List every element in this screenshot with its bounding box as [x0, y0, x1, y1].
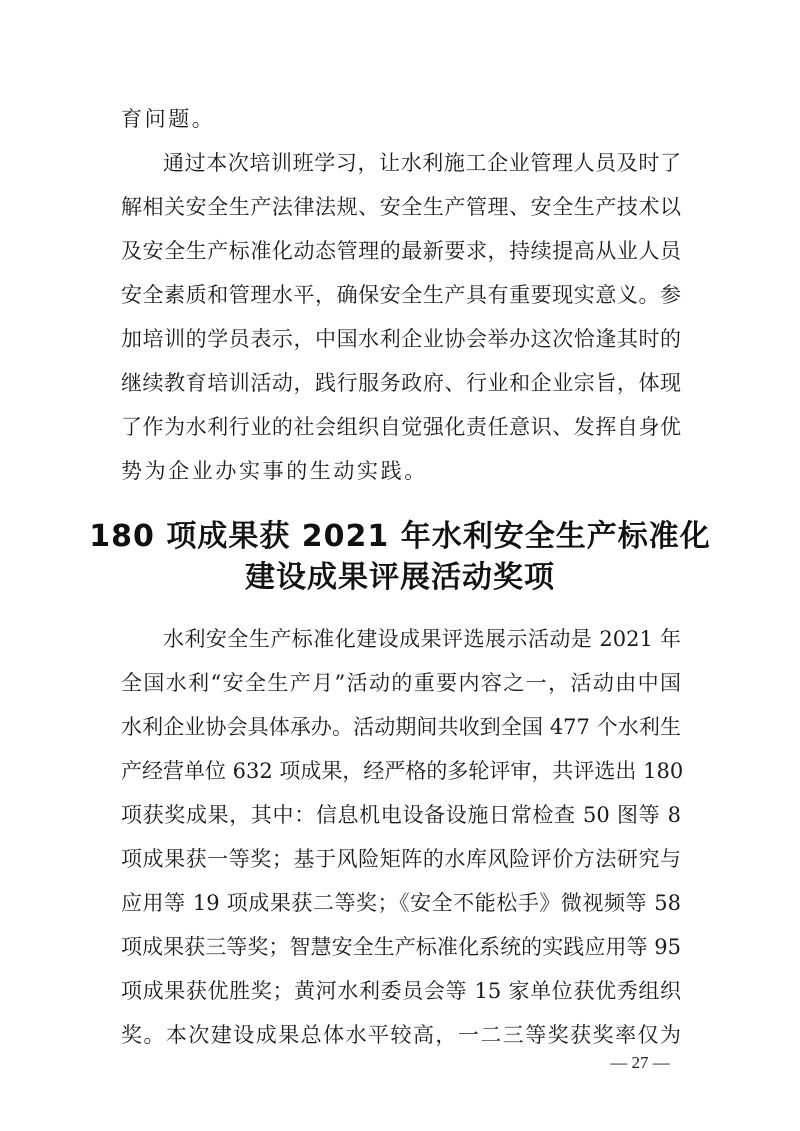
paragraph-line: 项成果获一等奖；基于风险矩阵的水库风险评价方法研究与: [121, 847, 681, 871]
paragraph-line: 产经营单位 632 项成果，经严格的多轮评审，共评选出 180: [121, 759, 684, 783]
paragraph-line: 奖。本次建设成果总体水平较高，一二三等奖获奖率仅为: [121, 1023, 681, 1047]
paragraph-line: 解相关安全生产法律法规、安全生产管理、安全生产技术以: [121, 195, 681, 219]
paragraph-line: 加培训的学员表示，中国水利企业协会举办这次恰逢其时的: [121, 327, 681, 351]
paragraph-line: 育问题。: [121, 107, 216, 131]
article-title: 180 项成果获 2021 年水利安全生产标准化: [89, 519, 711, 554]
paragraph-line: 水利企业协会具体承办。活动期间共收到全国 477 个水利生: [121, 715, 681, 739]
paragraph-line: 项成果获优胜奖；黄河水利委员会等 15 家单位获优秀组织: [121, 979, 681, 1003]
paragraph-line: 了作为水利行业的社会组织自觉强化责任意识、发挥自身优: [121, 415, 681, 439]
article-title: 建设成果评展活动奖项: [245, 560, 555, 595]
paragraph-line: 应用等 19 项成果获二等奖；《安全不能松手》微视频等 58: [121, 891, 681, 915]
paragraph-line: 全国水利“安全生产月”活动的重要内容之一，活动由中国: [121, 671, 681, 695]
paragraph-line: 及安全生产标准化动态管理的最新要求，持续提高从业人员: [121, 239, 681, 263]
paragraph-line: 安全素质和管理水平，确保安全生产具有重要现实意义。参: [121, 283, 681, 307]
paragraph-line: 项获奖成果，其中：信息机电设备设施日常检查 50 图等 8: [121, 803, 681, 827]
page-number: — 27 —: [610, 1053, 670, 1072]
paragraph-line: 继续教育培训活动，践行服务政府、行业和企业宗旨，体现: [121, 371, 681, 395]
paragraph-line: 项成果获三等奖；智慧安全生产标准化系统的实践应用等 95: [121, 935, 681, 959]
paragraph-line: 通过本次培训班学习，让水利施工企业管理人员及时了: [163, 151, 681, 175]
paragraph-line: 势为企业办实事的生动实践。: [121, 459, 428, 483]
paragraph-line: 水利安全生产标准化建设成果评选展示活动是 2021 年: [163, 627, 681, 651]
